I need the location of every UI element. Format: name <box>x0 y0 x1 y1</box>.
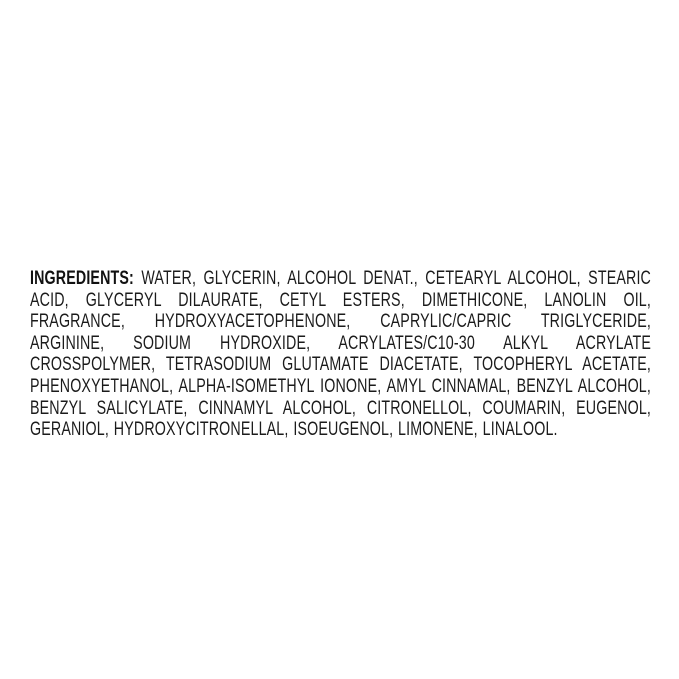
ingredients-heading: INGREDIENTS: <box>30 268 134 289</box>
ingredients-paragraph <box>30 268 651 441</box>
ingredients-text: WATER, GLYCERIN, ALCOHOL DENAT., CETEARYL ALCOHOL, STEARIC ACID, GLYCERYL DILAURATE, CETYL ESTERS, DIMETHICONE, LANOLIN OIL, FRAGRANCE, HYDROXYACETOPHENONE, CAPRYLIC/CAPRIC TRIGLYCERIDE, ARGININE, SODIUM HYDROXIDE, ACRYLATES/C10-30 ALKYL ACRYLATE CROSSPOLYMER, TETRASODIUM GLUTAMATE DIACETATE, TOCOPHERYL ACETATE, PHENOXYETHANOL, ALPHA-ISOMETHYL IONONE, AMYL CINNAMAL, BENZYL ALCOHOL, BENZYL SALICYLATE, CINNAMYL ALCOHOL, CITRONELLOL, COUMARIN, EUGENOL, GERANIOL, HYDROXYCITRONELLAL, ISOEUGENOL, LIMONENE, LINALOOL. <box>30 268 651 441</box>
